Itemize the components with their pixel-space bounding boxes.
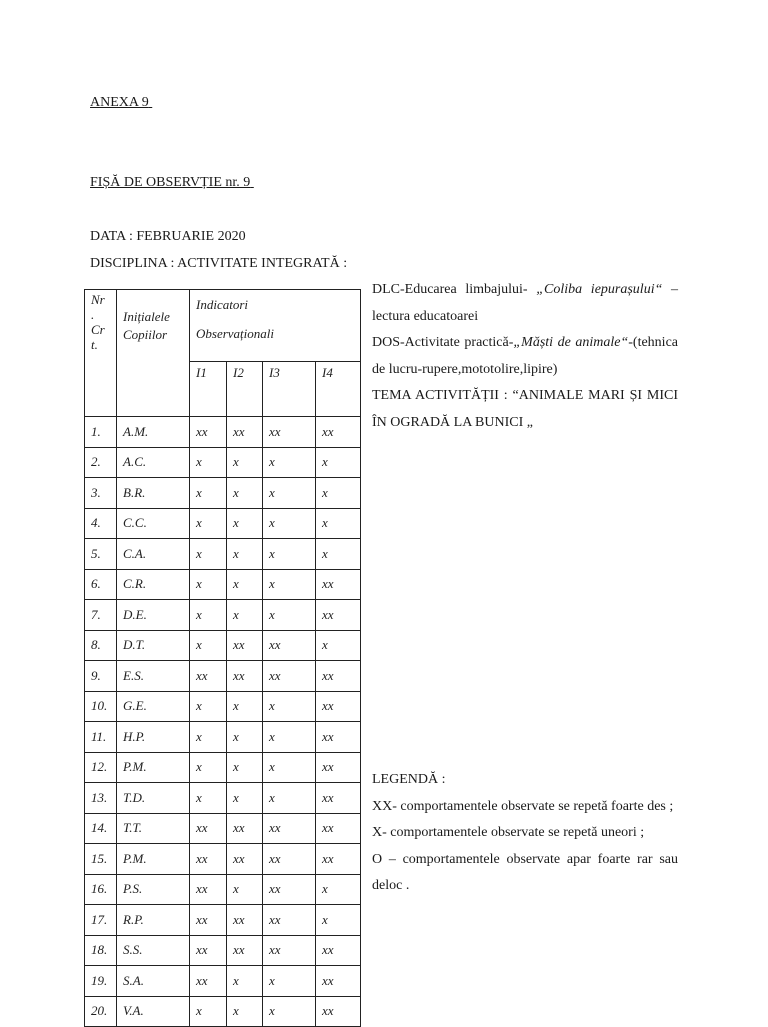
- child-initials: P.M.: [117, 844, 190, 875]
- child-initials: P.S.: [117, 874, 190, 905]
- indicator-value: x: [316, 905, 361, 936]
- indicator-value: x: [263, 600, 316, 631]
- child-initials: D.T.: [117, 630, 190, 661]
- indicator-value: xx: [316, 569, 361, 600]
- dos-line: DOS-Activitate practică-„Măști de animale“-(tehnica de lucru-rupere,mototolire,lipire): [372, 335, 678, 377]
- table-row: [85, 996, 361, 1027]
- indicator-value: xx: [190, 935, 227, 966]
- indicator-value: x: [263, 478, 316, 509]
- header-i4: I4: [316, 362, 361, 417]
- legend-item: X- comportamentele observate se repetă uneori ;: [372, 825, 645, 840]
- header-nr-crt: Nr . Cr t.: [85, 290, 117, 417]
- indicator-value: xx: [316, 844, 361, 875]
- header-initials: Inițialele Copiilor: [117, 290, 190, 417]
- indicator-value: xx: [263, 630, 316, 661]
- indicator-value: x: [190, 630, 227, 661]
- indicator-value: xx: [316, 600, 361, 631]
- indicator-value: xx: [190, 844, 227, 875]
- legend: [372, 767, 678, 900]
- indicator-value: x: [316, 874, 361, 905]
- child-initials: D.E.: [117, 600, 190, 631]
- header-i1: I1: [190, 362, 227, 417]
- indicator-value: x: [227, 874, 263, 905]
- table-row: [85, 874, 361, 905]
- indicator-value: x: [263, 996, 316, 1027]
- indicator-value: x: [263, 752, 316, 783]
- row-number: 13.: [85, 783, 117, 814]
- indicator-value: xx: [263, 813, 316, 844]
- indicator-value: x: [227, 478, 263, 509]
- indicator-value: x: [316, 478, 361, 509]
- table-row: [85, 966, 361, 997]
- row-number: 2.: [85, 447, 117, 478]
- indicator-value: xx: [190, 874, 227, 905]
- child-initials: G.E.: [117, 691, 190, 722]
- indicator-value: x: [190, 600, 227, 631]
- row-number: 1.: [85, 417, 117, 448]
- indicator-value: xx: [227, 417, 263, 448]
- indicator-value: x: [227, 966, 263, 997]
- indicator-value: x: [227, 722, 263, 753]
- indicator-value: xx: [227, 844, 263, 875]
- indicator-value: x: [227, 539, 263, 570]
- indicator-value: xx: [316, 966, 361, 997]
- indicator-value: xx: [227, 935, 263, 966]
- row-number: 14.: [85, 813, 117, 844]
- indicator-value: xx: [190, 966, 227, 997]
- indicator-value: x: [227, 691, 263, 722]
- table-row: [85, 783, 361, 814]
- indicator-value: xx: [316, 417, 361, 448]
- indicator-value: xx: [263, 661, 316, 692]
- table-row: [85, 905, 361, 936]
- indicator-value: x: [263, 539, 316, 570]
- indicator-value: xx: [227, 630, 263, 661]
- indicator-value: xx: [263, 905, 316, 936]
- table-row: [85, 600, 361, 631]
- indicator-value: x: [190, 722, 227, 753]
- child-initials: T.D.: [117, 783, 190, 814]
- legend-item: O – comportamentele observate apar foarte rar sau deloc .: [372, 851, 678, 893]
- indicator-value: x: [316, 447, 361, 478]
- activity-theme: TEMA ACTIVITĂȚII : “ANIMALE MARI ȘI MICI ÎN OGRADĂ LA BUNICI „: [372, 388, 678, 430]
- row-number: 4.: [85, 508, 117, 539]
- indicator-value: x: [227, 783, 263, 814]
- row-number: 20.: [85, 996, 117, 1027]
- indicator-value: xx: [316, 752, 361, 783]
- indicator-value: x: [190, 478, 227, 509]
- indicator-value: x: [227, 600, 263, 631]
- indicator-value: xx: [316, 813, 361, 844]
- discipline-line: DISCIPLINA : ACTIVITATE INTEGRATĂ :: [90, 256, 348, 271]
- child-initials: A.C.: [117, 447, 190, 478]
- child-initials: S.S.: [117, 935, 190, 966]
- indicator-value: x: [190, 569, 227, 600]
- table-row: [85, 478, 361, 509]
- indicator-value: xx: [316, 661, 361, 692]
- header-i2: I2: [227, 362, 263, 417]
- indicator-value: xx: [263, 874, 316, 905]
- row-number: 19.: [85, 966, 117, 997]
- row-number: 9.: [85, 661, 117, 692]
- table-row: [85, 447, 361, 478]
- table-row: [85, 661, 361, 692]
- row-number: 11.: [85, 722, 117, 753]
- child-initials: R.P.: [117, 905, 190, 936]
- row-number: 8.: [85, 630, 117, 661]
- child-initials: S.A.: [117, 966, 190, 997]
- row-number: 5.: [85, 539, 117, 570]
- child-initials: H.P.: [117, 722, 190, 753]
- annex-label: ANEXA 9: [90, 95, 149, 110]
- row-number: 16.: [85, 874, 117, 905]
- child-initials: C.R.: [117, 569, 190, 600]
- table-row: [85, 691, 361, 722]
- child-initials: A.M.: [117, 417, 190, 448]
- indicator-value: xx: [316, 783, 361, 814]
- child-initials: E.S.: [117, 661, 190, 692]
- indicator-value: xx: [190, 905, 227, 936]
- date-line: DATA : FEBRUARIE 2020: [90, 229, 246, 244]
- indicator-value: x: [263, 447, 316, 478]
- header-indicators: Indicatori Observaționali: [190, 290, 361, 362]
- activity-description: [372, 277, 678, 436]
- indicator-value: x: [263, 783, 316, 814]
- indicator-value: x: [316, 508, 361, 539]
- indicator-value: x: [316, 539, 361, 570]
- table-row: [85, 813, 361, 844]
- child-initials: T.T.: [117, 813, 190, 844]
- indicator-value: xx: [227, 813, 263, 844]
- indicator-value: xx: [190, 661, 227, 692]
- row-number: 18.: [85, 935, 117, 966]
- table-row: [85, 752, 361, 783]
- child-initials: P.M.: [117, 752, 190, 783]
- indicator-value: xx: [316, 722, 361, 753]
- child-initials: V.A.: [117, 996, 190, 1027]
- table-row: [85, 508, 361, 539]
- legend-title: LEGENDĂ :: [372, 772, 446, 787]
- indicator-value: x: [190, 691, 227, 722]
- indicator-value: x: [190, 447, 227, 478]
- indicator-value: x: [227, 996, 263, 1027]
- table-row: [85, 935, 361, 966]
- indicator-value: x: [263, 691, 316, 722]
- table-row: [85, 417, 361, 448]
- table-row: [85, 844, 361, 875]
- observation-table: [84, 289, 361, 1027]
- indicator-value: x: [227, 752, 263, 783]
- row-number: 3.: [85, 478, 117, 509]
- indicator-value: x: [190, 996, 227, 1027]
- row-number: 12.: [85, 752, 117, 783]
- indicator-value: x: [190, 539, 227, 570]
- indicator-value: xx: [316, 935, 361, 966]
- indicator-value: xx: [263, 417, 316, 448]
- row-number: 17.: [85, 905, 117, 936]
- indicator-value: xx: [263, 844, 316, 875]
- child-initials: B.R.: [117, 478, 190, 509]
- indicator-value: xx: [316, 691, 361, 722]
- header-i3: I3: [263, 362, 316, 417]
- indicator-value: x: [263, 569, 316, 600]
- indicator-value: x: [190, 752, 227, 783]
- table-row: [85, 630, 361, 661]
- indicator-value: x: [316, 630, 361, 661]
- table-row: [85, 539, 361, 570]
- indicator-value: x: [263, 966, 316, 997]
- indicator-value: xx: [227, 661, 263, 692]
- child-initials: C.C.: [117, 508, 190, 539]
- indicator-value: x: [190, 508, 227, 539]
- indicator-value: xx: [190, 417, 227, 448]
- table-row: [85, 569, 361, 600]
- indicator-value: x: [227, 447, 263, 478]
- indicator-value: xx: [316, 996, 361, 1027]
- legend-item: XX- comportamentele observate se repetă foarte des ;: [372, 798, 674, 814]
- row-number: 6.: [85, 569, 117, 600]
- dlc-line: DLC-Educarea limbajului- „Coliba iepurașului“ –lectura educatoarei: [372, 282, 679, 324]
- indicator-value: x: [227, 508, 263, 539]
- indicator-value: x: [263, 508, 316, 539]
- indicator-value: xx: [227, 905, 263, 936]
- indicator-value: x: [227, 569, 263, 600]
- table-row: [85, 722, 361, 753]
- indicator-value: xx: [263, 935, 316, 966]
- indicator-value: x: [263, 722, 316, 753]
- child-initials: C.A.: [117, 539, 190, 570]
- indicator-value: x: [190, 783, 227, 814]
- form-title: FIȘĂ DE OBSERVȚIE nr. 9: [90, 175, 251, 190]
- row-number: 7.: [85, 600, 117, 631]
- indicator-value: xx: [190, 813, 227, 844]
- row-number: 15.: [85, 844, 117, 875]
- row-number: 10.: [85, 691, 117, 722]
